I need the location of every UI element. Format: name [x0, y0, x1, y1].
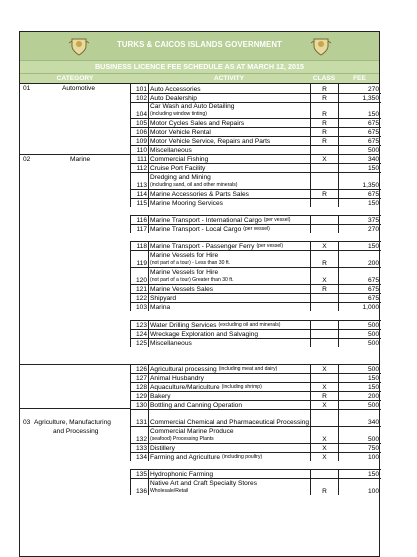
activity-name: Marine Vessels Sales: [150, 285, 214, 293]
activity-name: Marine Accessories & Parts Sales: [150, 190, 249, 198]
group-name: Automotive: [62, 85, 95, 92]
schedule-subtitle: BUSINESS LICENCE FEE SCHEDULE AS AT MARCH 12, 2015: [20, 61, 379, 74]
activity-name: Agricultural processing: [150, 365, 217, 373]
activity-cell: [148, 84, 310, 93]
activity-name: Shipyard: [150, 294, 177, 302]
licence-code: 112: [130, 164, 148, 172]
licence-class: R: [310, 128, 338, 136]
activity-name: Animal Husbandry: [150, 374, 204, 382]
activity-name: Distillery: [150, 444, 175, 452]
licence-class: [310, 470, 338, 478]
licence-class: [310, 294, 338, 302]
table-row: [130, 224, 381, 233]
activity-cell: [148, 321, 310, 329]
table-row: [130, 241, 381, 250]
activity-cell: [148, 119, 310, 127]
group-name-continued: and Processing: [53, 428, 99, 435]
activity-cell: [148, 470, 310, 478]
licence-fee: 150: [338, 470, 381, 478]
table-row: [130, 302, 381, 311]
activity-note: (including poultry): [222, 453, 263, 460]
licence-code: 103: [130, 303, 148, 311]
licence-fee: 270: [338, 225, 381, 233]
activity-name: Farming and Agriculture: [150, 453, 221, 461]
licence-class: [310, 374, 338, 382]
licence-code: 110: [130, 146, 148, 154]
licence-code: 122: [130, 294, 148, 302]
licence-fee: 150: [338, 374, 381, 382]
licence-class: X: [310, 453, 338, 461]
activity-note: (per vessel): [243, 225, 270, 232]
activity-note: Wholesale/Retail: [150, 487, 189, 494]
table-row: [130, 189, 381, 198]
licence-code: 105: [130, 119, 148, 127]
table-row: [130, 284, 381, 293]
table-row: [130, 102, 381, 118]
table-row: [130, 118, 381, 127]
licence-fee: 675: [338, 119, 381, 127]
licence-code: 124: [130, 330, 148, 338]
column-header-category: CATEGORY: [56, 75, 94, 82]
table-row: [130, 250, 381, 267]
table-row: [130, 469, 381, 478]
activity-name: Auto Dealership: [150, 94, 197, 102]
activity-note: (excluding oil and minerals): [218, 321, 281, 328]
activity-cell: [148, 330, 310, 338]
table-row: [130, 400, 381, 409]
licence-code: 126: [130, 365, 148, 373]
fee-schedule-document: [19, 31, 380, 557]
government-title: TURKS & CAICOS ISLANDS GOVERNMENT: [117, 40, 282, 49]
activity-name: Miscellaneous: [150, 339, 192, 347]
licence-class: R: [310, 479, 338, 495]
licence-fee: 1,350: [338, 173, 381, 189]
licence-class: X: [310, 155, 338, 163]
column-header-fee: FEE: [353, 75, 366, 82]
licence-class: R: [310, 137, 338, 145]
activity-note: (not part of a tour) Greater than 30 ft.: [150, 276, 234, 283]
licence-class: R: [310, 84, 338, 93]
licence-fee: 375: [338, 216, 381, 224]
table-row: [130, 409, 381, 426]
column-headers: [20, 74, 379, 84]
licence-code: 116: [130, 216, 148, 224]
activity-cell: [148, 242, 310, 250]
activity-name: Marine Mooring Services: [150, 199, 223, 207]
activity-name: Aquaculture/Mariculture: [150, 383, 220, 391]
activity-note: (seafood) Processing Plants: [150, 435, 214, 442]
activity-cell: [148, 285, 310, 293]
licence-code: 104: [130, 103, 148, 118]
activity-name: Commercial Chemical and Pharmaceutical Processing: [150, 418, 310, 426]
table-row: [20, 364, 379, 373]
activity-cell: [148, 303, 310, 311]
table-row: [20, 84, 379, 93]
licence-class: [310, 410, 338, 426]
activity-cell: [148, 137, 310, 145]
activity-cell: [148, 268, 310, 284]
licence-code: 121: [130, 285, 148, 293]
column-header-class: CLASS: [312, 75, 336, 82]
activity-cell: [148, 128, 310, 136]
licence-fee: 150: [338, 383, 381, 391]
licence-fee: 1,350: [338, 94, 381, 102]
licence-class: R: [310, 251, 338, 267]
licence-fee: 675: [338, 294, 381, 302]
activity-name: Cruise Port Facility: [150, 164, 206, 172]
fee-table-body: [20, 84, 379, 556]
licence-fee: 1,000: [338, 303, 381, 311]
licence-code: 101: [130, 84, 148, 93]
licence-code: 134: [130, 453, 148, 461]
activity-cell: [148, 444, 310, 452]
licence-class: R: [310, 119, 338, 127]
coat-of-arms-icon: [310, 35, 332, 57]
licence-fee: 675: [338, 137, 381, 145]
licence-fee: 150: [338, 164, 381, 172]
activity-cell: [148, 453, 310, 461]
licence-code: 135: [130, 470, 148, 478]
activity-name: Marine Transport - Passenger Ferry: [150, 242, 255, 250]
table-row: [130, 145, 381, 154]
activity-cell: [148, 164, 310, 172]
table-row: [20, 154, 379, 163]
activity-cell: [148, 190, 310, 198]
licence-fee: 675: [338, 128, 381, 136]
group-code: 03: [23, 419, 31, 426]
licence-code: 127: [130, 374, 148, 382]
table-row: [130, 382, 381, 391]
licence-class: R: [310, 190, 338, 198]
licence-class: [310, 146, 338, 154]
licence-class: R: [310, 94, 338, 102]
table-row: [130, 373, 381, 382]
activity-name: Marine Transport - Local Cargo: [150, 225, 242, 233]
licence-class: X: [310, 365, 338, 373]
activity-note: (per vessel): [256, 242, 284, 249]
licence-class: [310, 321, 338, 329]
activity-note: (including meat and dairy): [218, 365, 278, 372]
licence-fee: 500: [338, 330, 381, 338]
licence-class: [310, 173, 338, 189]
activity-name: Marine Vessels for Hire: [150, 269, 219, 277]
table-row: [130, 172, 381, 189]
licence-code: 102: [130, 94, 148, 102]
licence-class: X: [310, 268, 338, 284]
licence-code: 130: [130, 401, 148, 409]
licence-class: [310, 199, 338, 207]
activity-name: Marine Transport - International Cargo: [150, 216, 262, 224]
licence-code: 118: [130, 242, 148, 250]
table-row: [130, 293, 381, 302]
activity-cell: [148, 155, 310, 163]
licence-fee: 500: [338, 321, 381, 329]
licence-fee: 150: [338, 103, 381, 118]
licence-code: 129: [130, 392, 148, 400]
activity-cell: [148, 199, 310, 207]
activity-cell: [148, 392, 310, 400]
licence-fee: 270: [338, 84, 381, 93]
licence-fee: 100: [338, 453, 381, 461]
table-row: [130, 136, 381, 145]
table-row: [130, 329, 381, 338]
activity-name: Bottling and Canning Operation: [150, 401, 243, 409]
licence-code: 123: [130, 321, 148, 329]
licence-code: 120: [130, 268, 148, 284]
activity-name: Motor Vehicle Rental: [150, 128, 211, 136]
activity-name: Water Drilling Services: [150, 321, 217, 329]
licence-class: X: [310, 427, 338, 443]
licence-code: 106: [130, 128, 148, 136]
licence-fee: 100: [338, 479, 381, 495]
table-row: [130, 426, 381, 443]
activity-cell: [148, 94, 310, 102]
group-name: Marine: [70, 156, 91, 163]
activity-cell: [148, 146, 310, 154]
activity-cell: [148, 294, 310, 302]
licence-fee: 500: [338, 146, 381, 154]
licence-code: 117: [130, 225, 148, 233]
activity-note: (per vessel): [263, 216, 291, 223]
licence-fee: 500: [338, 401, 381, 409]
licence-fee: 675: [338, 268, 381, 284]
licence-fee: 340: [338, 410, 381, 426]
activity-note: (including window tinting): [150, 110, 207, 117]
licence-class: X: [310, 383, 338, 391]
table-row: [130, 452, 381, 461]
activity-cell: [148, 374, 310, 382]
group-name: Agriculture, Manufacturing: [34, 419, 111, 426]
licence-class: R: [310, 103, 338, 118]
licence-code: 136: [130, 479, 148, 495]
licence-code: 109: [130, 137, 148, 145]
group-code: 01: [23, 85, 31, 92]
licence-fee: 200: [338, 251, 381, 267]
activity-name: Commercial Marine Produce: [150, 428, 234, 436]
licence-class: [310, 330, 338, 338]
table-row: [130, 338, 381, 347]
activity-note: (not part of a tour) - Less than 30 ft.: [150, 259, 231, 266]
table-row: [130, 320, 381, 329]
activity-name: Commercial Fishing: [150, 155, 209, 163]
group-divider: [20, 408, 130, 409]
licence-fee: 150: [338, 242, 381, 250]
activity-name: Marine Vessels for Hire: [150, 252, 219, 260]
activity-name: Dredging and Mining: [150, 174, 211, 182]
activity-name: Motor Vehicle Service, Repairs and Parts: [150, 137, 271, 145]
licence-fee: 750: [338, 444, 381, 452]
licence-code: 119: [130, 251, 148, 267]
activity-cell: [148, 410, 310, 426]
table-row: [130, 198, 381, 207]
activity-cell: [148, 251, 310, 267]
licence-code: 128: [130, 383, 148, 391]
activity-name: Marina: [150, 303, 171, 311]
licence-code: 115: [130, 199, 148, 207]
table-row: [130, 127, 381, 136]
table-row: [130, 267, 381, 284]
licence-class: R: [310, 285, 338, 293]
table-row: [130, 93, 381, 102]
group-code: 02: [23, 156, 31, 163]
activity-cell: [148, 383, 310, 391]
activity-name: Wreckage Exploration and Salvaging: [150, 330, 259, 338]
licence-class: [310, 216, 338, 224]
activity-name: Auto Accessories: [150, 85, 201, 93]
licence-class: [310, 303, 338, 311]
table-row: [130, 478, 381, 495]
header-banner: [20, 32, 379, 61]
licence-class: X: [310, 242, 338, 250]
licence-fee: 150: [338, 199, 381, 207]
licence-code: 114: [130, 190, 148, 198]
licence-class: [310, 164, 338, 172]
licence-fee: 500: [338, 339, 381, 347]
activity-cell: [148, 365, 310, 373]
licence-code: 133: [130, 444, 148, 452]
activity-cell: [148, 173, 310, 189]
licence-fee: 675: [338, 190, 381, 198]
table-row: [130, 163, 381, 172]
table-row: [130, 215, 381, 224]
activity-cell: [148, 225, 310, 233]
licence-class: R: [310, 392, 338, 400]
activity-name: Hydrophonic Farming: [150, 470, 214, 478]
licence-code: 113: [130, 173, 148, 189]
activity-cell: [148, 479, 310, 495]
licence-class: X: [310, 401, 338, 409]
activity-note: (including shrimp): [221, 383, 262, 390]
activity-name: Car Wash and Auto Detailing: [150, 103, 235, 111]
licence-fee: 200: [338, 392, 381, 400]
activity-cell: [148, 427, 310, 443]
licence-class: [310, 225, 338, 233]
licence-code: 111: [130, 155, 148, 163]
licence-code: 125: [130, 339, 148, 347]
column-header-activity: ACTIVITY: [213, 75, 245, 82]
activity-cell: [148, 103, 310, 118]
activity-name: Bakery: [150, 392, 171, 400]
licence-code: 131: [130, 410, 148, 426]
table-row: [130, 443, 381, 452]
activity-note: (including sand, oil and other minerals): [150, 181, 238, 188]
licence-fee: 500: [338, 427, 381, 443]
activity-name: Native Art and Craft Specialty Stores: [150, 480, 258, 488]
licence-fee: 675: [338, 285, 381, 293]
activity-name: Miscellaneous: [150, 146, 192, 154]
licence-class: [310, 339, 338, 347]
table-row: [130, 391, 381, 400]
activity-cell: [148, 339, 310, 347]
licence-class: X: [310, 444, 338, 452]
licence-fee: 340: [338, 155, 381, 163]
licence-fee: 500: [338, 365, 381, 373]
licence-code: 132: [130, 427, 148, 443]
activity-cell: [148, 401, 310, 409]
activity-cell: [148, 216, 310, 224]
activity-name: Motor Cycles Sales and Repairs: [150, 119, 245, 127]
